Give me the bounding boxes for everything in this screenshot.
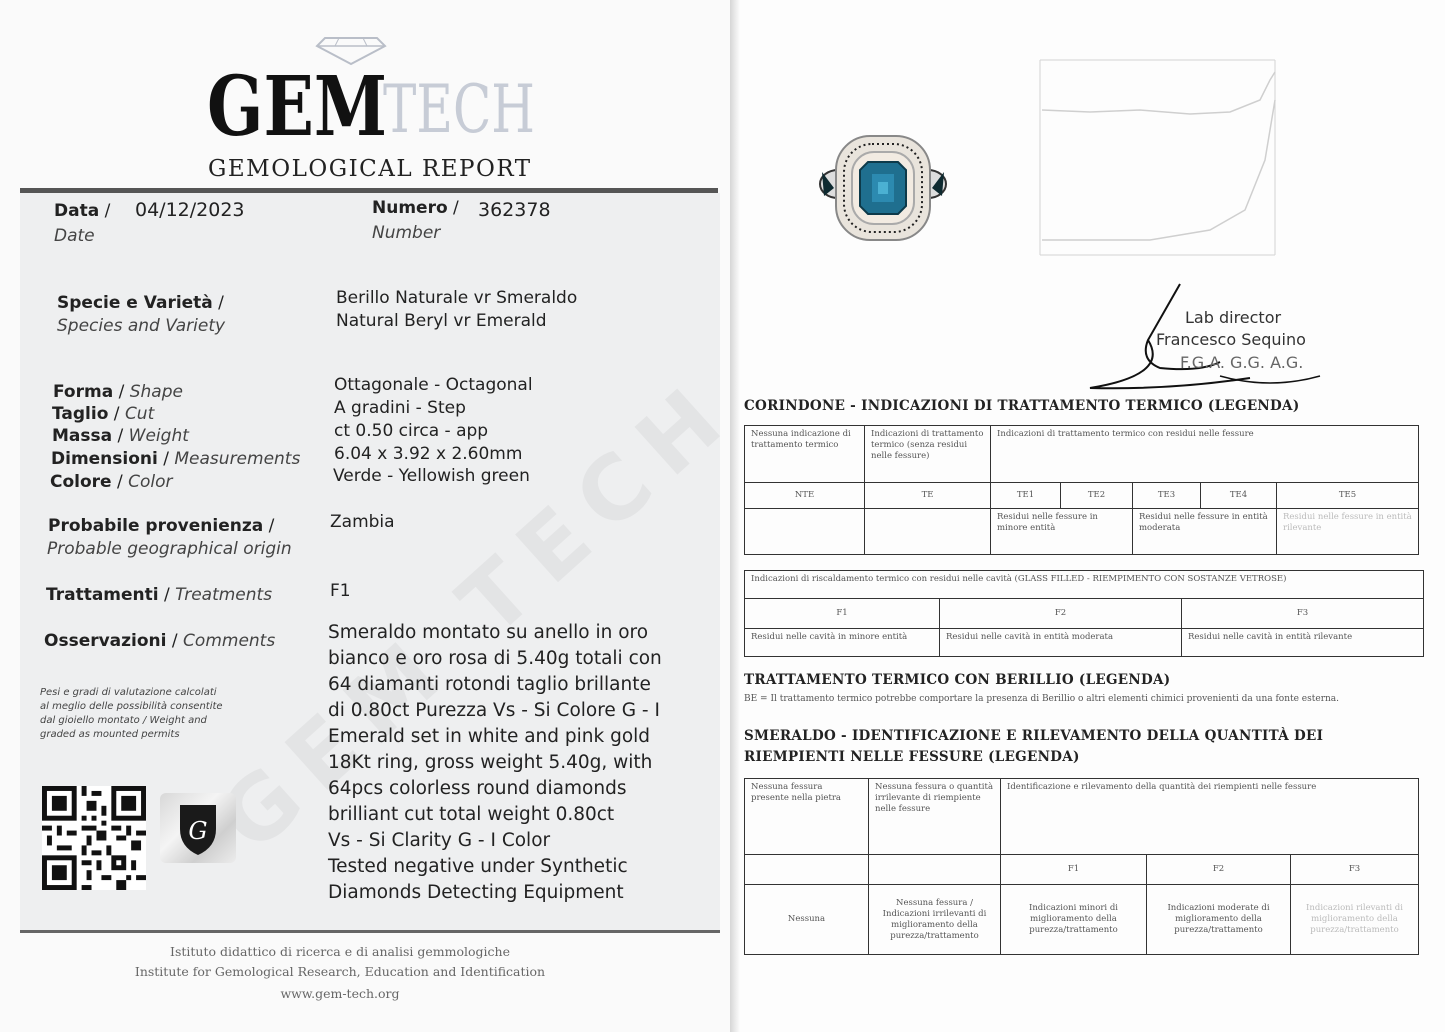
species-label-en: Species and Variety <box>57 316 226 336</box>
svg-text:TECH: TECH <box>383 71 535 148</box>
cut-value: A gradini - Step <box>334 398 466 418</box>
origin-label: Probabile provenienza / <box>48 516 275 536</box>
origin-value: Zambia <box>330 512 395 532</box>
shape-value: Ottagonale - Octagonal <box>334 375 533 395</box>
species-value-en: Natural Beryl vr Emerald <box>336 311 547 331</box>
measurements-label: Dimensioni / Measurements <box>51 449 301 469</box>
origin-label-en: Probable geographical origin <box>47 539 292 559</box>
comments-label: Osservazioni / Comments <box>44 631 276 651</box>
smeraldo-title-2: RIEMPIENTI NELLE FESSURE (LEGENDA) <box>744 749 1080 765</box>
treatments-value: F1 <box>330 581 351 601</box>
date-label-en: Date <box>54 226 95 246</box>
svg-text:GEM: GEM <box>207 59 387 155</box>
signature-titles: F.G.A. G.G. A.G. <box>1180 353 1304 372</box>
cut-label: Taglio / Cut <box>52 404 155 424</box>
number-label: Numero / <box>372 198 459 218</box>
weight-value: ct 0.50 circa - app <box>334 421 489 441</box>
hologram-seal-icon <box>160 793 236 863</box>
report-right-page <box>730 0 1445 1032</box>
gemtech-logo <box>205 40 545 155</box>
date-value: 04/12/2023 <box>135 199 245 221</box>
svg-text:G: G <box>188 817 208 845</box>
qr-code-icon[interactable] <box>42 786 146 890</box>
corindone-title: CORINDONE - INDICAZIONI DI TRATTAMENTO TERMICO (LEGENDA) <box>744 398 1300 414</box>
smeraldo-title-1: SMERALDO - IDENTIFICAZIONE E RILEVAMENTO DELLA QUANTITÀ DEI <box>744 728 1324 744</box>
species-value: Berillo Naturale vr Smeraldo <box>336 288 578 308</box>
berillio-note: BE = Il trattamento termico potrebbe comportare la presenza di Berillio o altri elementi chimici provenienti da una fonte esterna. <box>744 694 1340 704</box>
report-title: GEMOLOGICAL REPORT <box>208 156 532 182</box>
footer-website[interactable]: www.gem-tech.org <box>280 986 400 1001</box>
footer-line-1: Istituto didattico di ricerca e di analisi gemmologiche <box>170 944 510 959</box>
corindone-table: Nessuna indicazione di trattamento termico Indicazioni di trattamento termico (senza residui nelle fessure) Indicazioni di trattamento termico con residui nelle fessure NTE TE TE1 TE2 TE3 TE4 TE5 Residui nelle fessure in minore entità Residui nelle fessure in entità moderata Residui nelle fessure in entità rilevante <box>744 425 1419 555</box>
footer-line-2: Institute for Gemological Research, Education and Identification <box>134 964 546 979</box>
weight-label: Massa / Weight <box>52 426 189 446</box>
spectrum-graph <box>1030 40 1290 270</box>
date-label: Data / <box>54 201 111 221</box>
signature-name: Francesco Sequino <box>1156 330 1306 349</box>
number-value: 362378 <box>478 199 551 221</box>
smeraldo-table: Nessuna fessura presente nella pietra Nessuna fessura o quantità irrilevante di riempiente nelle fessure Identificazione e rilevamento della quantità dei riempienti nelle fessure F1 F2 F3 Nessuna Nessuna fessura / Indicazioni irrilevanti di miglioramento della purezza/trattamento Indicazioni minori di miglioramento della purezza/trattamento Indicazioni moderate di miglioramento della purezza/trattamento Indicazioni rilevanti di miglioramento della purezza/trattamento <box>744 778 1419 955</box>
comments-text: Smeraldo montato su anello in oro bianco e oro rosa di 5.40g totali con 64 diamanti rotondi taglio brillante di 0.80ct Purezza Vs - Si Colore G - I Emerald set in white and pink gold 18Kt ring, gross weight 5.40g, with 64pcs colorless round diamonds brilliant cut total weight 0.80ct Vs - Si Clarity G - I Color Tested negative under Synthetic Diamonds Detecting Equipment <box>328 622 662 903</box>
mounted-note: Pesi e gradi di valutazione calcolati al meglio delle possibilità consentite dal gioiello montato / Weight and graded as mounted permits <box>40 687 223 740</box>
measurements-value: 6.04 x 3.92 x 2.60mm <box>334 444 523 464</box>
color-value: Verde - Yellowish green <box>333 466 530 486</box>
glass-filled-table: Indicazioni di riscaldamento termico con residui nelle cavità (GLASS FILLED - RIEMPIMENTO CON SOSTANZE VETROSE) F1 F2 F3 Residui nelle cavità in minore entità Residui nelle cavità in entità moderata Residui nelle cavità in entità rilevante <box>744 570 1424 657</box>
berillio-title: TRATTAMENTO TERMICO CON BERILLIO (LEGENDA) <box>744 672 1171 688</box>
signature-role: Lab director <box>1185 308 1282 327</box>
emerald-ring-photo <box>818 132 948 244</box>
color-label: Colore / Color <box>50 472 173 492</box>
number-label-en: Number <box>372 223 441 243</box>
shape-label: Forma / Shape <box>53 382 183 402</box>
species-label: Specie e Varietà / <box>57 293 224 313</box>
gemtech-wordmark <box>205 40 545 155</box>
treatments-label: Trattamenti / Treatments <box>46 585 273 605</box>
page-fold <box>730 0 740 1032</box>
